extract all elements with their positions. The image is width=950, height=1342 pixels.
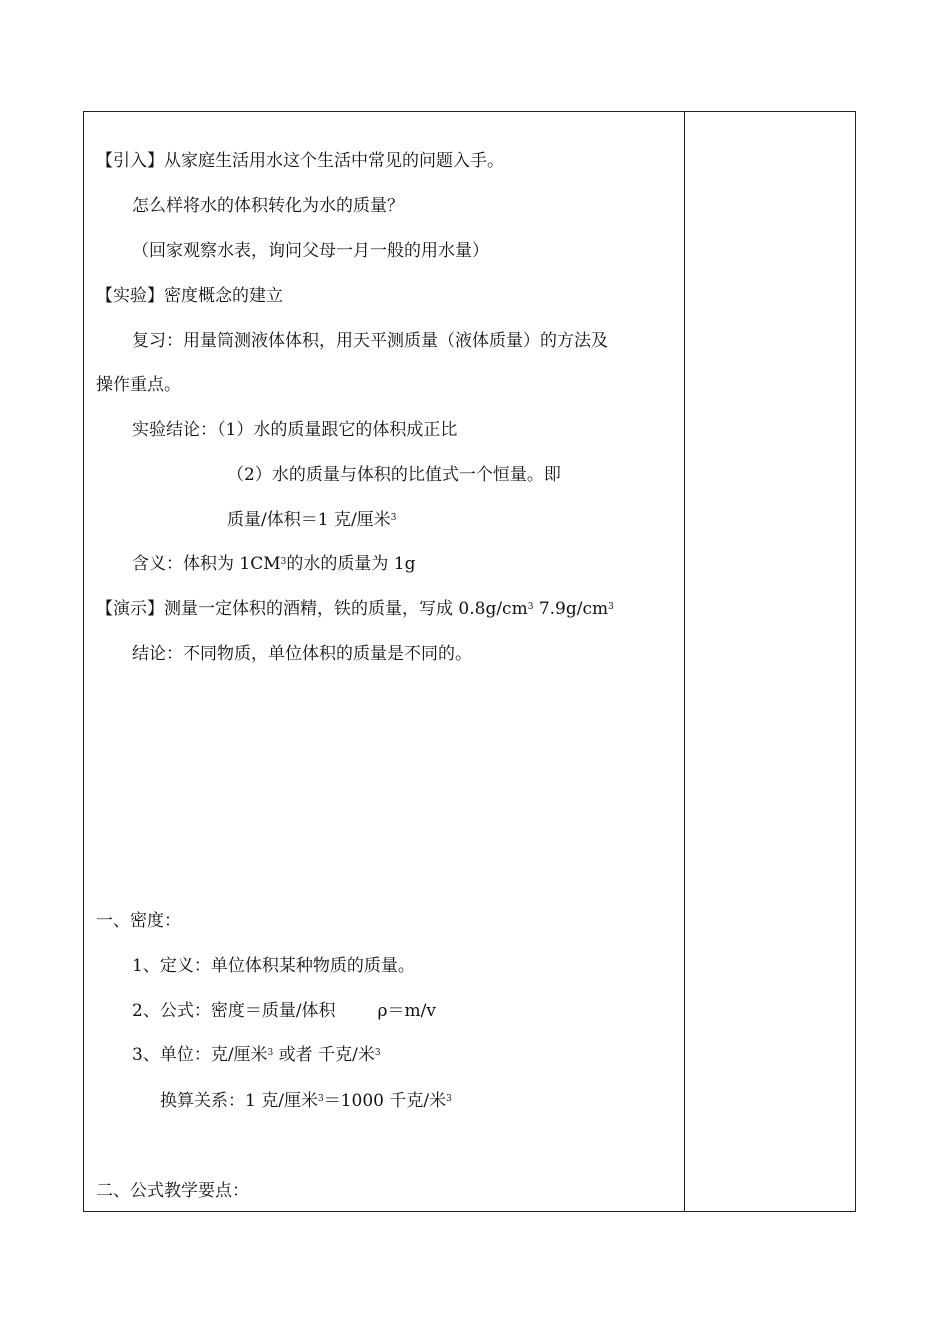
unit-sup2: 3 xyxy=(374,1048,381,1058)
conversion-line xyxy=(160,1090,452,1112)
demo-b: 7.9g/cm xyxy=(533,599,609,619)
meaning-sup: 3 xyxy=(280,557,287,567)
unit-b: 或者 千克/米 xyxy=(273,1045,375,1065)
demo-line xyxy=(96,598,614,620)
intro-line: 【引入】从家庭生活用水这个生活中常见的问题入手。 xyxy=(96,151,504,171)
conversion-sup2: 3 xyxy=(446,1094,452,1104)
formula-b: ρ＝m/v xyxy=(377,1001,436,1021)
homework-note: （回家观察水表，询问父母一月一般的用水量） xyxy=(132,241,489,261)
formula-line xyxy=(132,1000,436,1022)
unit-a: 3、单位：克/厘米 xyxy=(132,1045,268,1065)
unit-line xyxy=(132,1044,381,1066)
ratio-line xyxy=(227,509,396,531)
meaning-a: 含义：体积为 1CM xyxy=(132,554,281,574)
conversion-sup1: 3 xyxy=(317,1094,324,1104)
question-line: 怎么样将水的体积转化为水的质量？ xyxy=(132,196,404,216)
section-density: 一、密度： xyxy=(96,911,181,931)
experiment-heading: 【实验】密度概念的建立 xyxy=(96,286,283,306)
column-divider xyxy=(684,111,685,1212)
ratio-text: 质量/体积＝1 克/厘米 xyxy=(227,510,391,530)
unit-sup1: 3 xyxy=(267,1048,274,1058)
ratio-sup: 3 xyxy=(390,513,397,523)
conclusion-2: （2）水的质量与体积的比值式一个恒量。即 xyxy=(227,465,561,485)
demo-sup1: 3 xyxy=(527,602,534,612)
demo-conclusion: 结论：不同物质，单位体积的质量是不同的。 xyxy=(132,644,472,664)
review-line: 复习：用量筒测液体体积，用天平测质量（液体质量）的方法及 xyxy=(132,331,608,351)
demo-sup2: 3 xyxy=(608,602,614,612)
conclusion-1: 实验结论：（1）水的质量跟它的体积成正比 xyxy=(132,420,458,440)
definition-line: 1、定义：单位体积某种物质的质量。 xyxy=(132,956,415,976)
demo-a: 【演示】测量一定体积的酒精，铁的质量，写成 0.8g/cm xyxy=(96,599,528,619)
meaning-b: 的水的质量为 1g xyxy=(286,554,416,574)
formula-a: 2、公式：密度＝质量/体积 xyxy=(132,1001,336,1021)
conversion-a: 换算关系：1 克/厘米 xyxy=(160,1091,318,1111)
review-line-cont: 操作重点。 xyxy=(96,375,181,395)
section-formula-points: 二、公式教学要点： xyxy=(96,1181,249,1201)
meaning-line xyxy=(132,553,415,575)
conversion-b: ＝1000 千克/米 xyxy=(323,1091,447,1111)
